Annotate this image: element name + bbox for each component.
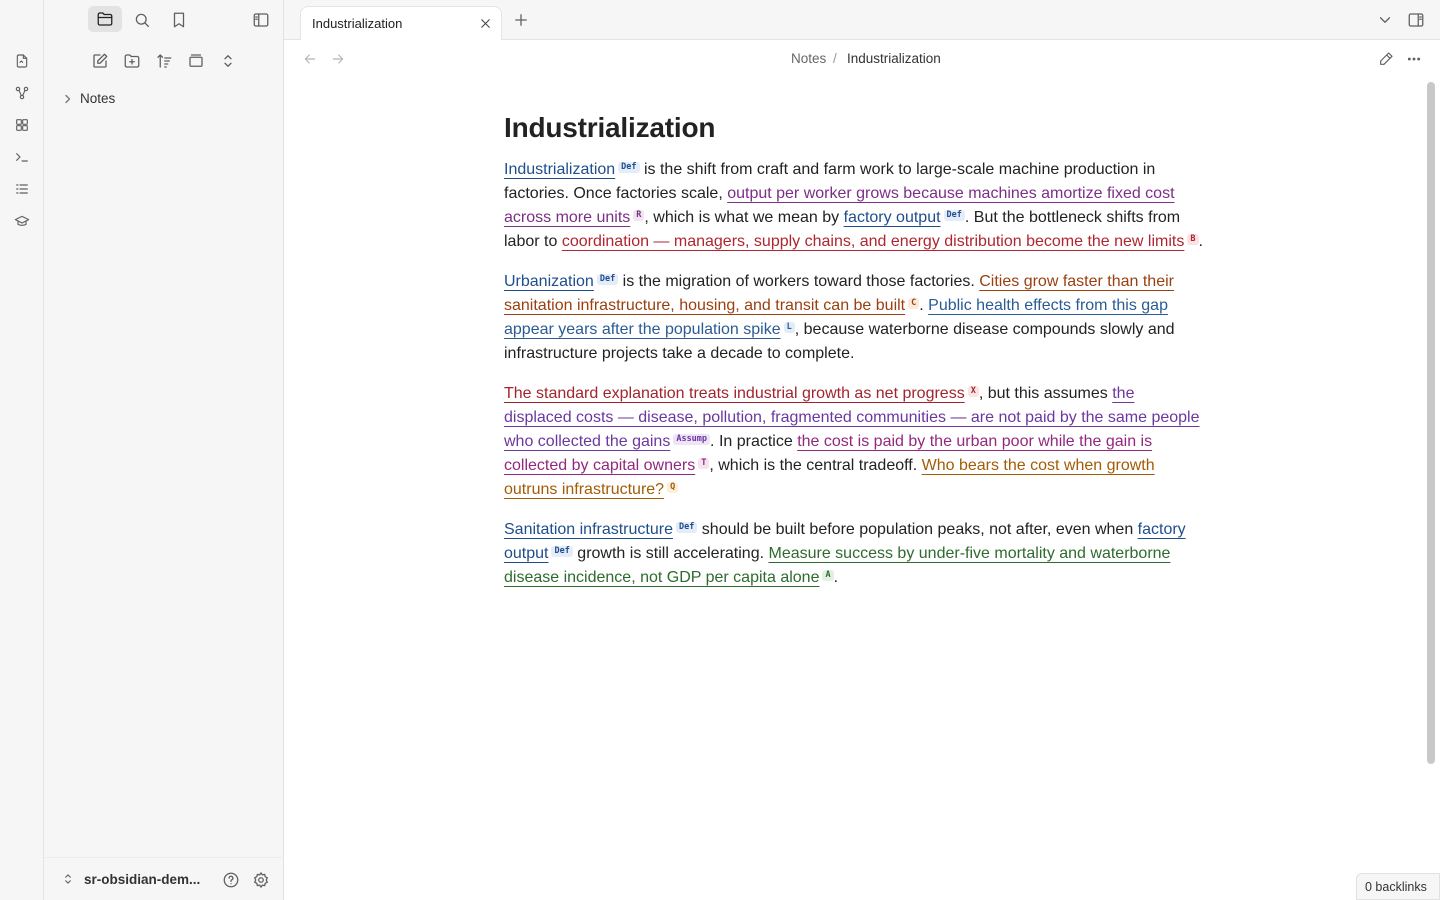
paragraph-text: . — [833, 569, 839, 586]
left-ribbon — [0, 0, 44, 900]
collapse-all-icon[interactable] — [214, 47, 242, 75]
reasoning-claim[interactable]: output per worker grows because machines amortize fixed cost across more units R — [504, 185, 1175, 226]
paragraph-text: , because waterborne disease compounds slowly and infrastructure projects take a decade to complete. — [504, 321, 1175, 362]
vault-name[interactable]: sr-obsidian-dem... — [84, 872, 201, 887]
right-sidebar-toggle-icon[interactable] — [1402, 6, 1430, 34]
chevron-right-icon — [63, 94, 73, 104]
action-badge: A — [822, 570, 833, 581]
learn-icon[interactable] — [8, 207, 36, 235]
scrollbar[interactable] — [1427, 82, 1435, 764]
help-icon[interactable] — [217, 866, 245, 894]
explanation-badge: X — [968, 386, 979, 397]
paragraph-text: is the shift from craft and farm work to large-scale machine production in factories. Once factories scale, — [504, 161, 1156, 202]
sidebar-toggle-icon[interactable] — [247, 6, 275, 34]
files-icon[interactable] — [88, 6, 122, 32]
open-note-icon[interactable] — [8, 47, 36, 75]
explanation-claim[interactable]: The standard explanation treats industrial growth as net progress X — [504, 385, 979, 402]
settings-icon[interactable] — [247, 866, 275, 894]
paragraph-1 — [504, 158, 1204, 254]
new-tab-icon[interactable] — [507, 6, 535, 34]
tree-folder-notes[interactable] — [58, 88, 274, 110]
close-tab-icon[interactable] — [471, 9, 499, 37]
def-badge: Def — [944, 210, 965, 221]
paragraph-text: , which is the central tradeoff. — [709, 457, 922, 474]
bookmark-icon[interactable] — [165, 6, 193, 34]
new-note-icon[interactable] — [86, 47, 114, 75]
paragraph-3 — [504, 382, 1204, 502]
view-header — [284, 40, 1440, 78]
definition-term[interactable]: factory output Def — [844, 209, 965, 226]
definition-term[interactable]: factory output Def — [504, 521, 1186, 562]
paragraph-text: . But the bottleneck shifts from labor to — [504, 209, 1181, 250]
reason-badge: R — [633, 210, 644, 221]
definition-term[interactable]: Industrialization Def — [504, 161, 640, 178]
document — [504, 108, 1204, 606]
vault-footer — [44, 857, 284, 900]
note-title: Industrialization — [504, 112, 716, 143]
breadcrumb-separator: / — [833, 51, 837, 66]
breadcrumb — [791, 40, 951, 78]
sort-icon[interactable] — [150, 47, 178, 75]
assumption-claim[interactable]: the displaced costs — disease, pollution, fragmented communities — are not paid by the same people who collected the gains Assump — [504, 385, 1200, 450]
tab-industrialization[interactable] — [300, 6, 502, 40]
action-claim[interactable]: Measure success by under-five mortality and waterborne disease incidence, not GDP per capita alone A — [504, 545, 1171, 586]
tree-folder-label: Notes — [80, 91, 116, 106]
graph-view-icon[interactable] — [8, 79, 36, 107]
backlinks-status[interactable]: 0 backlinks — [1356, 873, 1440, 900]
command-palette-icon[interactable] — [8, 143, 36, 171]
paragraph-text: . In practice — [710, 433, 798, 450]
canvas-icon[interactable] — [8, 111, 36, 139]
paragraph-text: growth is still accelerating. — [572, 545, 769, 562]
edit-mode-icon[interactable] — [1372, 45, 1400, 73]
question-badge: Q — [667, 482, 678, 493]
auto-reveal-icon[interactable] — [182, 47, 210, 75]
paragraph-2 — [504, 270, 1204, 366]
paragraph-text: should be built before population peaks, not after, even when — [697, 521, 1138, 538]
back-arrow-icon[interactable] — [296, 45, 324, 73]
paragraph-text: , but this assumes — [978, 385, 1113, 402]
cause-badge: C — [908, 298, 919, 309]
tab-title: Industrialization — [312, 16, 403, 31]
file-explorer-sidebar — [44, 0, 284, 900]
note-content — [284, 78, 1424, 900]
def-badge: Def — [551, 546, 572, 557]
outline-icon[interactable] — [8, 175, 36, 203]
cause-claim[interactable]: Cities grow faster than their sanitation infrastructure, housing, and transit can be built C — [504, 273, 1174, 314]
forward-arrow-icon[interactable] — [324, 45, 352, 73]
paragraph-text: is the migration of workers toward those factories. — [618, 273, 980, 290]
new-folder-icon[interactable] — [118, 47, 146, 75]
search-icon[interactable] — [128, 6, 156, 34]
vault-switcher-icon[interactable] — [61, 872, 75, 886]
definition-term[interactable]: Urbanization Def — [504, 273, 618, 290]
assumption-badge: Assump — [673, 434, 710, 445]
def-badge: Def — [676, 522, 697, 533]
tradeoff-badge: T — [698, 458, 709, 469]
paragraph-4 — [504, 518, 1204, 590]
tab-list-icon[interactable] — [1371, 6, 1399, 34]
definition-term[interactable]: Sanitation infrastructure Def — [504, 521, 697, 538]
bottleneck-claim[interactable]: coordination — managers, supply chains, and energy distribution become the new limits B — [562, 233, 1199, 250]
more-options-icon[interactable] — [1400, 45, 1428, 73]
def-badge: Def — [618, 162, 639, 173]
paragraph-text: . — [1198, 233, 1203, 250]
question-claim[interactable]: Who bears the cost when growth outruns infrastructure? Q — [504, 457, 1155, 498]
breadcrumb-folder[interactable]: Notes — [791, 51, 827, 66]
tab-bar — [284, 0, 1440, 40]
def-badge: Def — [597, 274, 618, 285]
paragraph-text: , which is what we mean by — [644, 209, 844, 226]
bottleneck-badge: B — [1187, 234, 1198, 245]
breadcrumb-note[interactable]: Industrialization — [847, 51, 941, 66]
lag-badge: L — [784, 322, 795, 333]
tradeoff-claim[interactable]: the cost is paid by the urban poor while the gain is collected by capital owners T — [504, 433, 1153, 474]
lag-claim[interactable]: Public health effects from this gap appear years after the population spike L — [504, 297, 1168, 338]
paragraph-text: . — [919, 297, 929, 314]
